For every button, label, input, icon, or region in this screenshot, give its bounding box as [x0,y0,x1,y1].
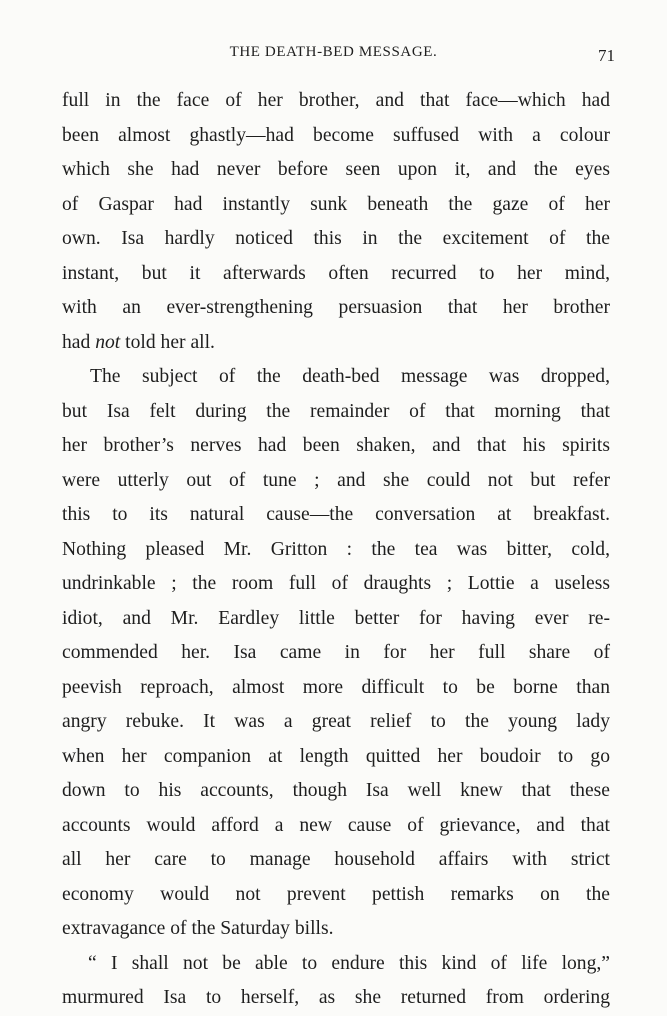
text-line: peevish reproach, almost more difficult to be borne than [62,676,610,698]
text-line: but Isa felt during the remainder of that morning that [62,400,610,422]
text-fragment: had [62,331,96,353]
text-line: undrinkable ; the room full of draughts ; Lottie a useless [62,573,610,594]
text-line: The subject of the death-bed message was dropped, [90,366,610,387]
text-line: this to its natural cause—the conversation at breakfast. [62,504,610,525]
body-text [62,84,610,1016]
running-head [0,44,667,68]
text-line: instant, but it afterwards often recurred to her mind, [62,262,610,284]
text-line: murmured Isa to herself, as she returned from ordering [62,987,610,1008]
text-line: own. Isa hardly noticed this in the excitement of the [62,228,610,249]
emphasized-word: not [95,331,121,353]
text-line: her brother’s nerves had been shaken, and that his spirits [62,435,610,456]
text-line: extravagance of the Saturday bills. [62,918,334,939]
text-line: accounts would afford a new cause of grievance, and that [62,814,610,836]
text-fragment: told her all. [120,331,215,353]
text-line: were utterly out of tune ; and she could not but refer [62,469,610,491]
text-line: with an ever-strengthening persuasion that her brother [62,297,610,318]
text-line: full in the face of her brother, and that face—which had [62,90,610,111]
text-line: all her care to manage household affairs with strict [62,849,610,870]
text-line: angry rebuke. It was a great relief to the young lady [62,711,610,732]
text-line: been almost ghastly—had become suffused with a colour [62,124,610,146]
text-line: commended her. Isa came in for her full share of [62,642,610,663]
text-line: of Gaspar had instantly sunk beneath the gaze of her [62,193,610,215]
text-line: “ I shall not be able to endure this kind of life long,” [88,952,610,974]
text-line [62,326,610,361]
text-line: when her companion at length quitted her boudoir to go [62,745,610,767]
text-line: idiot, and Mr. Eardley little better for having ever re- [62,607,610,629]
text-line: which she had never before seen upon it, and the eyes [62,159,610,180]
text-line: down to his accounts, though Isa well knew that these [62,780,610,801]
text-line: economy would not prevent pettish remarks on the [62,883,610,905]
text-line: Nothing pleased Mr. Gritton : the tea was bitter, cold, [62,538,610,560]
chapter-title: THE DEATH-BED MESSAGE. [229,44,438,60]
page-number: 71 [598,46,615,65]
